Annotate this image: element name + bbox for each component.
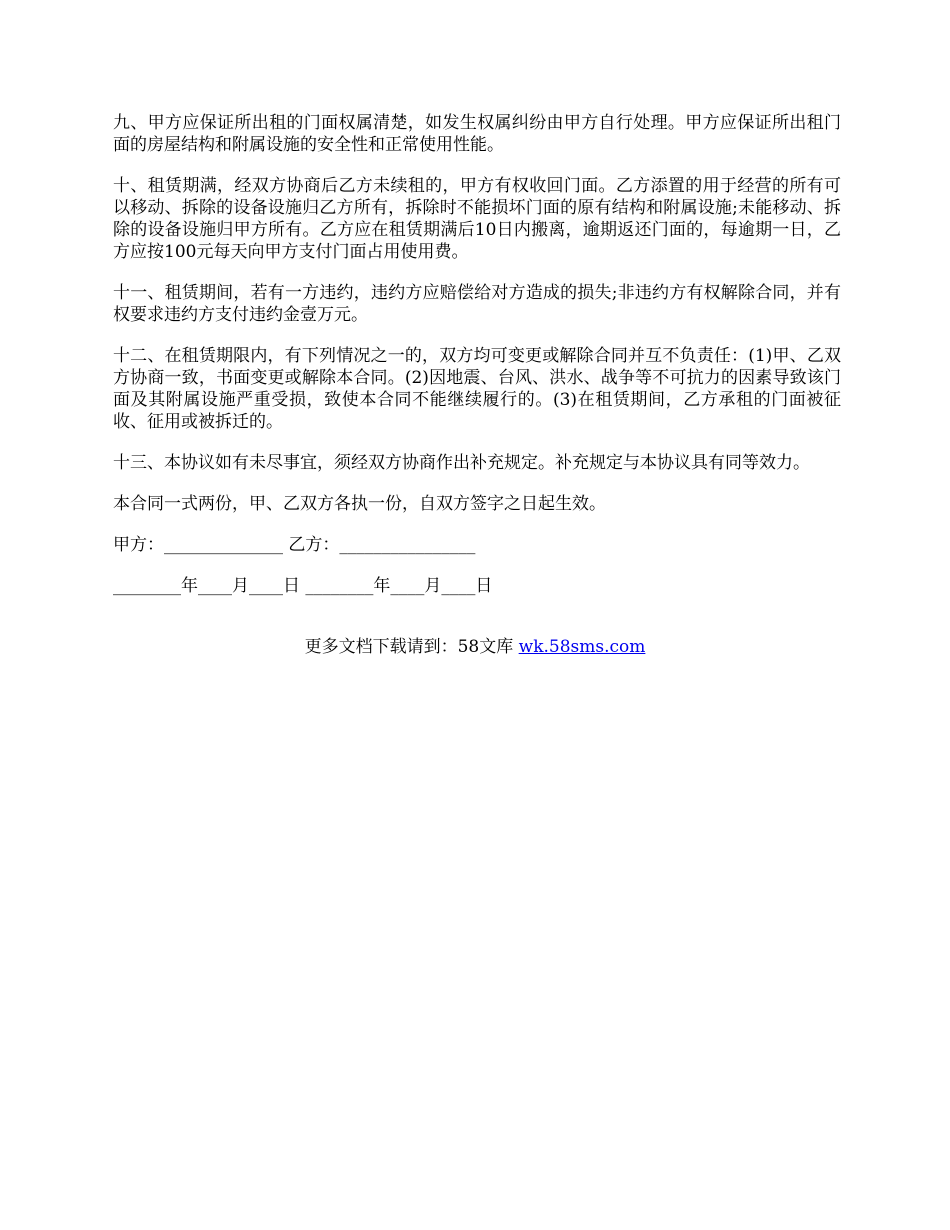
contract-body xyxy=(113,112,841,616)
clause-11: 十一、租赁期间，若有一方违约，违约方应赔偿给对方造成的损失;非违约方有权解除合同，并有权要求违约方支付违约金壹万元。 xyxy=(113,283,841,325)
footer-link[interactable]: wk.58sms.com xyxy=(518,637,646,657)
clause-13: 十三、本协议如有未尽事宜，须经双方协商作出补充规定。补充规定与本协议具有同等效力。 xyxy=(113,453,810,473)
footer xyxy=(0,636,950,658)
footer-text: 更多文档下载请到：58文库 xyxy=(304,637,519,657)
clause-12: 十二、在租赁期限内，有下列情况之一的，双方均可变更或解除合同并互不负责任：(1)甲、乙双方协商一致，书面变更或解除本合同。(2)因地震、台风、洪水、战争等不可抗力的因素导致该门面及其附属设施严重受损，致使本合同不能继续履行的。(3)在租赁期间，乙方承租的门面被征收、征用或被拆迁的。 xyxy=(113,346,841,432)
clause-10: 十、租赁期满，经双方协商后乙方未续租的，甲方有权收回门面。乙方添置的用于经营的所有可以移动、拆除的设备设施归乙方所有，拆除时不能损坏门面的原有结构和附属设施;未能移动、拆除的设备设施归甲方所有。乙方应在租赁期满后10日内搬离，逾期返还门面的，每逾期一日，乙方应按100元每天向甲方支付门面占用使用费。 xyxy=(113,176,841,262)
effective-clause: 本合同一式两份，甲、乙双方各执一份，自双方签字之日起生效。 xyxy=(113,494,606,514)
signature-line: 甲方：______________ 乙方：________________ xyxy=(113,535,476,555)
clause-9: 九、甲方应保证所出租的门面权属清楚，如发生权属纠纷由甲方自行处理。甲方应保证所出租门面的房屋结构和附属设施的安全性和正常使用性能。 xyxy=(113,113,841,155)
date-line: ________年____月____日 ________年____月____日 xyxy=(113,576,493,596)
